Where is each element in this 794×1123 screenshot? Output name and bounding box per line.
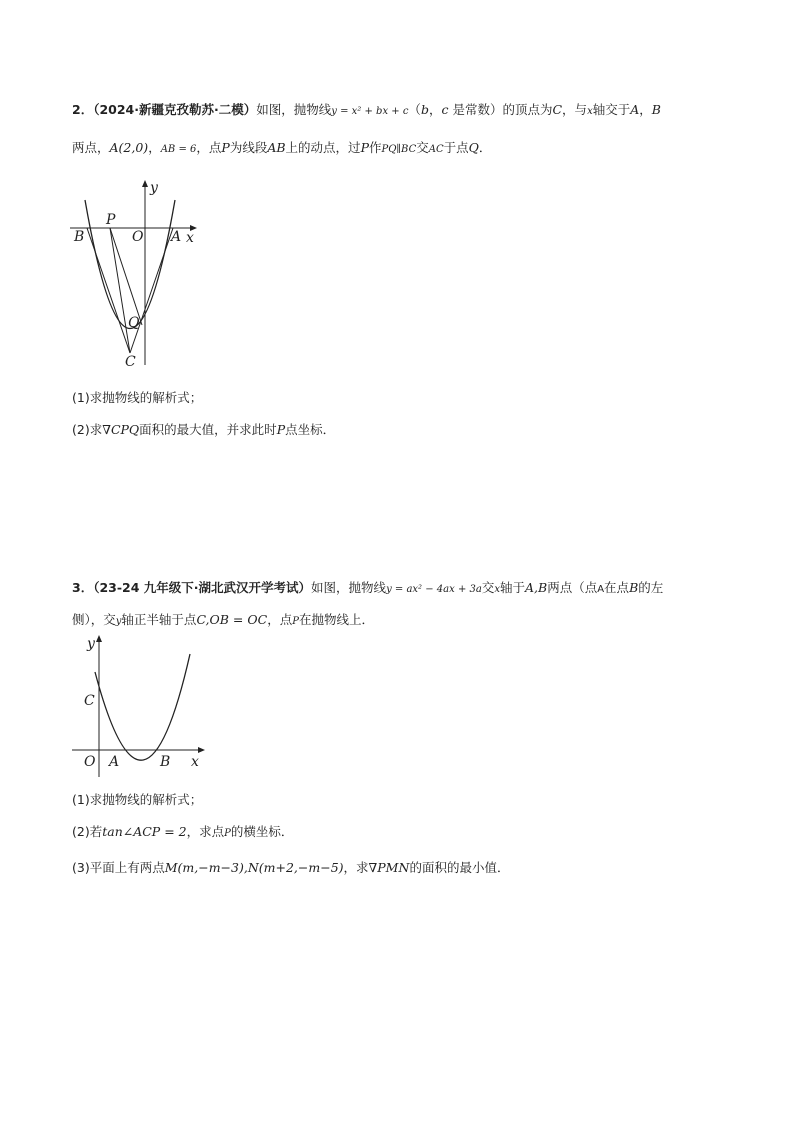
q2-point-p: P [221, 140, 230, 155]
q3-sub1-text: (1)求抛物线的解析式； [72, 792, 203, 807]
q2-var-b: b [420, 102, 429, 117]
q2-line-1 [72, 102, 661, 120]
q3-text-a: 如图，抛物线 [311, 580, 387, 595]
q3-text-d: 两点（点 [547, 580, 598, 595]
q3-sub-2 [72, 824, 293, 842]
q3-line2-b: 轴正半轴于点 [121, 612, 197, 627]
q3-tan-expression: tan∠ACP = 2 [102, 824, 187, 839]
q2-pq-parallel-bc: PQ∥BC [381, 144, 417, 155]
q2-comma-2: ， [639, 102, 652, 117]
q3-sub3-a: (3)平面上有两点 [72, 860, 165, 875]
q2-segment-ac: AC [428, 144, 444, 155]
q2-fig-y: y [150, 180, 158, 196]
q3-text-e: 在点 [604, 580, 630, 595]
q2-comma: ， [428, 102, 442, 117]
q3-sub-1 [72, 792, 202, 808]
q2-point-a: A [630, 102, 640, 117]
q2-point-q: Q [468, 140, 479, 155]
q3-point-a: A [597, 584, 605, 595]
q3-text-c: 轴于 [499, 580, 525, 595]
q3-point-b: B [629, 580, 639, 595]
q3-fig-y: y [87, 636, 95, 652]
q3-fig-b: B [160, 754, 171, 770]
q3-line2-c: ，点 [267, 612, 293, 627]
q3-figure [72, 632, 212, 780]
q2-line2-b: ， [148, 140, 161, 155]
q2-triangle-cpq: ∇CPQ [102, 422, 140, 437]
q2-fig-x: x [186, 230, 194, 246]
q3-sub2-p: P [224, 828, 231, 839]
q2-line2-c: ，点 [196, 140, 222, 155]
q3-points-ab: A,B [525, 580, 548, 595]
q3-fig-a: A [109, 754, 120, 770]
q3-point-p: P [292, 616, 299, 627]
q2-fig-p: P [106, 212, 116, 228]
q3-source: （23-24 九年级下·湖北武汉开学考试） [93, 580, 312, 595]
q2-fig-o: O [132, 229, 144, 245]
q2-point-p-2: P [360, 140, 369, 155]
q3-text-f: 的左 [638, 580, 664, 595]
q2-sub-1 [72, 390, 202, 406]
q2-equation: y = x² + bx + c [331, 106, 409, 117]
q2-var-x: x [587, 106, 593, 117]
q3-sub3-c: 的面积的最小值． [409, 860, 510, 875]
q2-line2-f: 作 [368, 140, 382, 155]
q3-var-y: y [115, 616, 122, 627]
q2-source: （2024·新疆克孜勒苏·二模） [93, 102, 257, 117]
q2-text-c: 是常数）的顶点为 [448, 102, 553, 117]
q2-sub1-text: (1)求抛物线的解析式； [72, 390, 203, 405]
q2-figure [60, 175, 200, 375]
q3-sub2-c: 的横坐标． [230, 824, 294, 839]
q2-a-coord: A(2,0) [109, 140, 149, 155]
q2-line2-a: 两点， [72, 140, 110, 155]
q3-triangle-pmn: ∇PMN [368, 860, 410, 875]
q3-sub-3 [72, 860, 509, 876]
q3-line-2 [72, 612, 374, 630]
q2-text-a: 如图，抛物线 [256, 102, 332, 117]
q2-line2-h: 于点 [443, 140, 469, 155]
q2-fig-q: Q [128, 315, 140, 331]
q3-c-ob-oc: C,OB = OC [196, 612, 268, 627]
q2-point-c: C [552, 102, 563, 117]
q3-fig-x: x [191, 754, 199, 770]
q2-number: 2． [72, 102, 94, 117]
q2-sub2-c: 点坐标． [285, 422, 336, 437]
q3-fig-c: C [84, 693, 95, 709]
q2-sub2-a: (2)求 [72, 422, 103, 437]
q3-var-x: x [494, 584, 500, 595]
q3-line-1 [72, 580, 663, 598]
q2-sub2-b: 面积的最大值，并求此时 [139, 422, 277, 437]
q2-fig-b: B [74, 229, 85, 245]
q2-text-b: （ [408, 102, 421, 117]
q2-text-d: ，与 [562, 102, 588, 117]
q2-sub2-p: P [276, 422, 286, 437]
q2-fig-a: A [171, 229, 182, 245]
q3-number: 3． [72, 580, 94, 595]
q2-var-c: c [441, 102, 449, 117]
q2-period: ． [478, 140, 492, 155]
q2-point-b: B [651, 102, 661, 117]
q3-line2-a: 侧），交 [72, 612, 116, 627]
q3-equation: y = ax² − 4ax + 3a [386, 584, 482, 595]
q3-sub3-b: ，求 [343, 860, 369, 875]
q2-segment-ab: AB [267, 140, 286, 155]
q3-fig-o: O [84, 754, 96, 770]
q2-line2-g: 交 [416, 140, 429, 155]
q2-text-e: 轴交于 [592, 102, 631, 117]
q2-line2-e: 上的动点，过 [285, 140, 361, 155]
q3-sub2-b: ，求点 [186, 824, 225, 839]
q3-line2-d: 在抛物线上． [298, 612, 374, 627]
q2-sub-2 [72, 422, 335, 438]
q3-text-b: 交 [481, 580, 495, 595]
q2-line2-d: 为线段 [229, 140, 268, 155]
q2-ab-length: AB = 6 [160, 144, 197, 155]
q2-line-2 [72, 140, 491, 158]
q3-points-mn: M(m,−m−3),N(m+2,−m−5) [164, 860, 344, 875]
q3-sub2-a: (2)若 [72, 824, 103, 839]
q2-fig-c: C [125, 354, 136, 370]
